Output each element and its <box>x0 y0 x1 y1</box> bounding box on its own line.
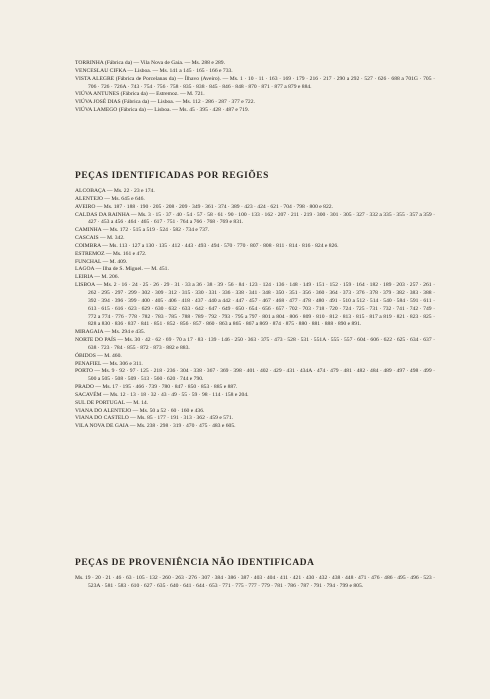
list-entry: ALENTEJO — Ms. 645 e 646. <box>75 195 145 202</box>
list-entry: VIÚVA JOSÉ DIAS (Fábrica da) — Lisboa. — Ms. 112 · 286 · 287 · 377 e 722. <box>75 99 255 106</box>
list-entry: CAMINHA — Ms. 172 · 515 a 519 · 524 · 582 · 734 e 737. <box>75 227 210 234</box>
list-entry: AVEIRO — Ms. 187 · 188 · 190 · 205 · 208 · 209 · 349 · 361 · 374 · 389 · 423 · 424 · 621 · 704 · 798 · 800 e 822. <box>75 203 333 210</box>
section-heading: PEÇAS IDENTIFICADAS POR REGIÕES <box>75 171 269 181</box>
section-unidentified <box>75 558 435 591</box>
list-entry: SUL DE PORTUGAL — M. 14. <box>75 399 149 406</box>
list-entry: LISBOA — Ms. 2 · 16 · 24 · 25 · 26 · 29 · 31 · 33 a 36 · 38 · 39 · 56 · 84 · 123 · 124 · 136 · 148 · 149 · 151 · 152 · 159 · 164 · 182 · 189 · 203 · 257 · 261 · 262 · 295 · 297 · 299 · 302 · 309 · 312 · 315 · 330 · 331 · 336 · 338 · 341 · 348 · 350 · 351 · 356 · 360 · 364 · 373 · 376 · 378 · 379 · 382 · 383 · 388 · 392 · 394 · 396 · 399 · 400 · 405 · 406 · 418 · 437 · 440 a 442 · 447 · 457 · 467 · 468 · 477 · 478 · 480 · 491 · 510 a 512 · 514 · 540 · 584 · 591 · 611 · 613 · 615 · 616 · 623 · 629 · 630 · 632 · 633 · 642 · 647 · 649 · 650 · 654 · 656 · 657 · 702 · 703 · 718 · 720 · 724 · 725 · 731 · 732 · 741 · 742 · 749 · 772 a 774 · 776 · 778 · 782 · 783 · 785 · 788 · 789 · 792 · 793 · 795 a 797 · 801 a 804 · 806 · 809 · 810 · 812 · 813 · 815 · 817 a 819 · 821 · 823 · 825 · 828 a 830 · 836 · 837 · 841 · 851 · 852 · 856 · 857 · 860 · 863 a 865 · 867 a 869 · 874 · 875 · 880 · 881 · 888 · 890 e 891. <box>75 282 435 328</box>
list-entry: ESTREMOZ — Ms. 161 e 472. <box>75 250 147 257</box>
list-entry: VIÚVA ANTUNES (Fábrica da) — Estremoz. — M. 721. <box>75 91 205 98</box>
list-entry: VISTA ALEGRE (Fábrica de Porcelanas da) — Ílhavo (Aveiro). — Ms. 1 · 10 · 11 · 163 · 169 · 179 · 216 · 217 · 290 a 292 · 527 · 626 · 688 a 701G · 705 · 706 · 726 · 726A · 743 · 754 · 756 · 758 · 835 · 838 · 845 · 846 · 848 · 870 · 871 · 877 a 879 e 884. <box>75 75 435 90</box>
manufacturer-list-continued <box>75 60 435 115</box>
section-regions <box>75 171 435 431</box>
list-entry: LAGOA — Ilha de S. Miguel. — M. 451. <box>75 266 169 273</box>
list-entry: VIANA DO CASTELO — Ms. 85 · 177 · 191 · 313 · 362 · 459 e 571. <box>75 415 234 422</box>
list-entry: NORTE DO PAÍS — Ms. 30 · 42 · 62 · 69 · 70 a 17 · 83 · 139 · 146 · 250 · 363 · 375 · 473 · 528 · 531 · 551A · 555 · 557 · 604 · 606 · 622 · 625 · 634 · 637 · 638 · 723 · 784 · 855 · 872 · 873 · 882 e 883. <box>75 337 435 351</box>
list-entry: CASCAIS — M. 342. <box>75 235 125 242</box>
list-entry: LEIRIA — M. 206. <box>75 274 119 281</box>
list-entry: Ms. 19 · 20 · 21 · 46 · 63 · 105 · 132 · 260 · 263 · 276 · 307 · 384 · 386 · 387 · 403 · 404 · 411 · 421 · 430 · 432 · 438 · 448 · 471 · 476 · 486 · 495 · 496 · 523 · 523A · 581 · 583 · 610 · 627 · 635 · 640 · 641 · 644 · 653 · 771 · 775 · 777 · 779 · 781 · 786 · 787 · 791 · 794 · 799 e 805. <box>75 575 435 589</box>
section-heading: PEÇAS DE PROVENIÊNCIA NÃO IDENTIFICADA <box>75 558 315 568</box>
list-entry: MIRAGAIA — Ms. 294 e 435. <box>75 329 146 336</box>
list-entry: PORTO — Ms. 9 · 92 · 97 · 125 · 218 · 236 · 304 · 338 · 367 · 369 · 398 · 401 · 402 · 429 · 431 · 434A · 474 · 479 · 481 · 482 · 484 · 489 · 497 · 498 · 499 · 500 a 505 · 508 · 509 · 513 · 560 · 620 · 744 e 790. <box>75 368 435 383</box>
list-entry: VILA NOVA DE GAIA — Ms. 238 · 298 · 319 · 470 · 475 · 483 e 605. <box>75 423 236 430</box>
list-entry: ALCOBAÇA — Ms. 22 · 23 e 174. <box>75 188 155 194</box>
list-entry: TORRINHA (Fábrica da) — Vila Nova de Gaia. — Ms. 288 e 289. <box>75 60 225 66</box>
list-entry: VIÚVA LAMEGO (Fábrica da) — Lisboa. — Ms. 45 · 395 · 428 · 487 e 719. <box>75 107 250 114</box>
list-entry: PRADO — Ms. 17 · 195 · 466 · 739 · 780 · 847 · 850 · 853 · 885 e 887. <box>75 384 238 391</box>
list-entry: ÓBIDOS — M. 460. <box>75 352 122 359</box>
list-entry: CALDAS DA RAINHA — Ms. 3 · 15 · 37 · 40 · 54 · 57 · 58 · 61 · 90 · 100 · 133 · 162 · 207 · 211 · 219 · 300 · 301 · 305 · 327 · 332 a 335 · 355 · 357 a 359 · 427 · 453 a 456 · 464 · 465 · 617 · 751 · 764 a 766 · 768 · 769 e 831. <box>75 211 435 226</box>
list-entry: VENCESLAU CIFKA — Lisboa. — Ms. 141 a 145 · 165 · 166 e 733. <box>75 67 233 74</box>
list-entry: PENAFIEL — Ms. 306 e 311. <box>75 360 143 367</box>
list-entry: COIMBRA — Ms. 113 · 127 a 130 · 135 · 412 · 443 · 493 · 494 · 570 · 770 · 807 · 808 · 811 · 814 · 816 · 824 e 826. <box>75 242 339 249</box>
list-entry: VIANA DO ALENTEJO — Ms. 50 a 52 · 60 · 160 e 436. <box>75 407 205 414</box>
list-entry: FUNCHAL — M. 409. <box>75 258 128 265</box>
list-entry: SACAVÉM — Ms. 12 · 13 · 18 · 32 · 43 · 49 · 55 · 59 · 98 · 114 · 158 e 204. <box>75 391 249 398</box>
